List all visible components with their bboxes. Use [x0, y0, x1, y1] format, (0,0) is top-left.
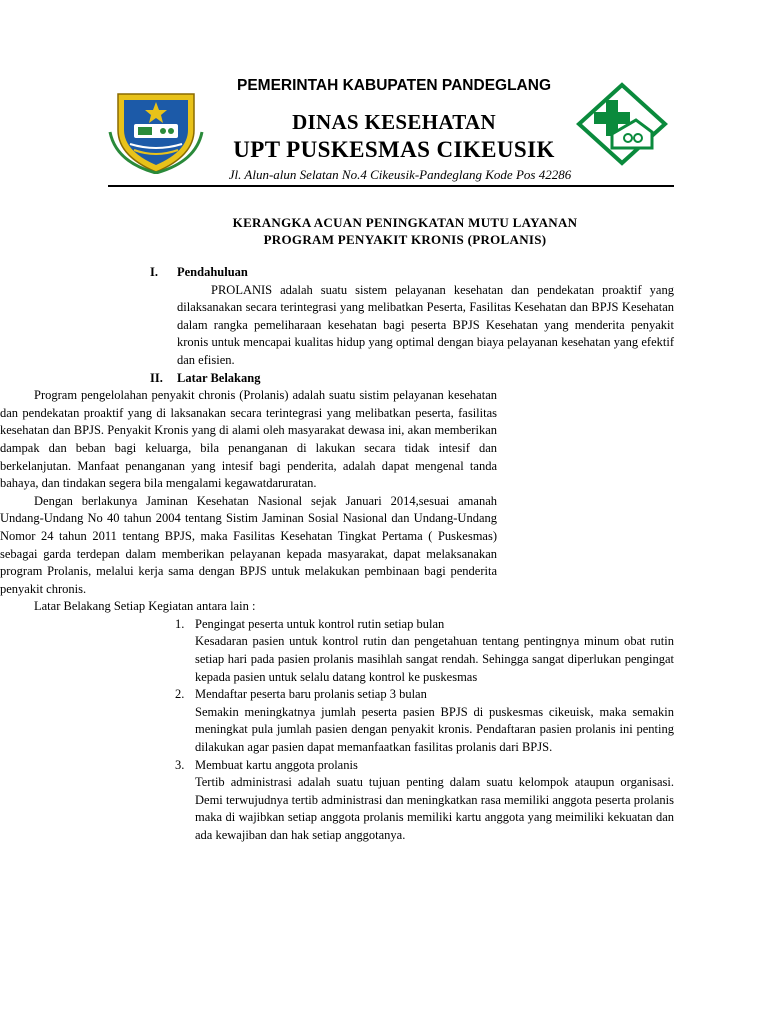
paragraph: Dengan berlakunya Jaminan Kesehatan Nasional sejak Januari 2014,sesuai amanah Undang-Undang No 40 tahun 2004 tentang Sistim Jaminan Sosial Nasional dan Undang-Undang Nomor 24 tahun 2011 tentang BPJS, maka Fasilitas Kesehatan Tingkat Pertama ( Puskesmas) sebagai garda terdepan dalam memberikan pelayanan kepada masyarakat, dapat melaksanakan program Prolanis, melalui kerja sama dengan BPJS untuk melakukan pembinaan bagi penderita penyakit chronis.	[0, 493, 497, 596]
item-number: 1.	[175, 616, 185, 631]
item-body: Semakin meningkatnya jumlah peserta pasien BPJS di puskesmas cikeuisk, maka semakin meningkat pula jumlah pasien dengan penyakit kronis. Pendaftaran pasien prolanis ini penting dilakukan agar pasien dapat memanfaatkan fasilitas prolanis dari BPJS.	[195, 704, 674, 755]
government-name: PEMERINTAH KABUPATEN PANDEGLANG	[236, 77, 552, 94]
list-item	[0, 616, 768, 686]
department-name: DINAS KESEHATAN	[292, 110, 496, 134]
item-body: Kesadaran pasien untuk kontrol rutin dan pengetahuan tentang pentingnya minum obat rutin setiap hari pada pasien prolanis masihlah sangat rendah. Sehingga sangat diperlukan pengingat kepada pasien untuk selalu datang kontrol ke puskesmas	[195, 634, 674, 684]
section-heading	[0, 370, 768, 388]
title-line-2: PROGRAM PENYAKIT KRONIS (PROLANIS)	[263, 232, 547, 247]
paragraph: PROLANIS adalah suatu sistem pelayanan kesehatan dan pendekatan proaktif yang dilaksanakan secara terintegrasi yang melibatkan Peserta, Fasilitas Kesehatan dan BPJS Kesehatan dalam rangka pemeliharaan kesehatan bagi peserta BPJS Kesehatan yang menderita penyakit kronis untuk mencapai kualitas hidup yang optimal dengan biaya pelayanan kesehatan yang efektif dan efisien.	[177, 282, 674, 367]
item-heading: Mendaftar peserta baru prolanis setiap 3 bulan	[195, 687, 427, 702]
paragraph: Latar Belakang Setiap Kegiatan antara lain :	[34, 599, 256, 614]
section-heading	[0, 264, 768, 282]
document-body	[0, 264, 768, 845]
item-heading: Pengingat peserta untuk kontrol rutin setiap bulan	[195, 616, 445, 631]
list-item	[0, 757, 768, 845]
section-title: Pendahuluan	[177, 265, 248, 279]
title-line-1: KERANGKA ACUAN PENINGKATAN MUTU LAYANAN	[232, 215, 578, 230]
paragraph: Program pengelolahan penyakit chronis (Prolanis) adalah suatu sistim pelayanan kesehatan dan pendekatan proaktif yang di laksanakan secara terintegrasi yang melibatkan peserta, fasilitas kesehatan dan BPJS. Penyakit Kronis yang di alami oleh masyarakat dewasa ini, akan memberikan dampak dan beban bagi keluarga, bila penanganan di lakukan secara tidak intesif dan berkelanjutan. Manfaat penanganan yang intesif bagi penderita, adalah dapat mengenal tanda bahaya, dan tindakan segera bila mengalami kegawatdaruratan.	[0, 388, 497, 491]
item-heading: Membuat kartu anggota prolanis	[195, 757, 358, 772]
pandeglang-emblem-icon	[108, 82, 204, 174]
item-number: 2.	[175, 687, 185, 702]
item-number: 3.	[175, 757, 185, 772]
section-number: II.	[150, 370, 163, 385]
list-item	[0, 686, 768, 756]
section-title: Latar Belakang	[177, 370, 261, 385]
section-number: I.	[150, 265, 158, 279]
unit-name: UPT PUSKESMAS CIKEUSIK	[233, 137, 555, 162]
document-title	[150, 214, 660, 248]
puskesmas-logo-icon	[576, 82, 668, 166]
item-body: Tertib administrasi adalah suatu tujuan penting dalam suatu kelompok ataupun organisasi. Demi terwujudnya tertib administrasi dan meningkatkan rasa memiliki anggota peserta prolanis maka di wajibkan setiap anggota prolanis memiliki kartu anggota yang meimiliki kekuatan dan ada kewajiban dan hak setiap anggotanya.	[195, 775, 674, 842]
address-line: Jl. Alun-alun Selatan No.4 Cikeusik-Pandeglang Kode Pos 42286	[228, 167, 572, 182]
letterhead-divider	[108, 185, 674, 187]
